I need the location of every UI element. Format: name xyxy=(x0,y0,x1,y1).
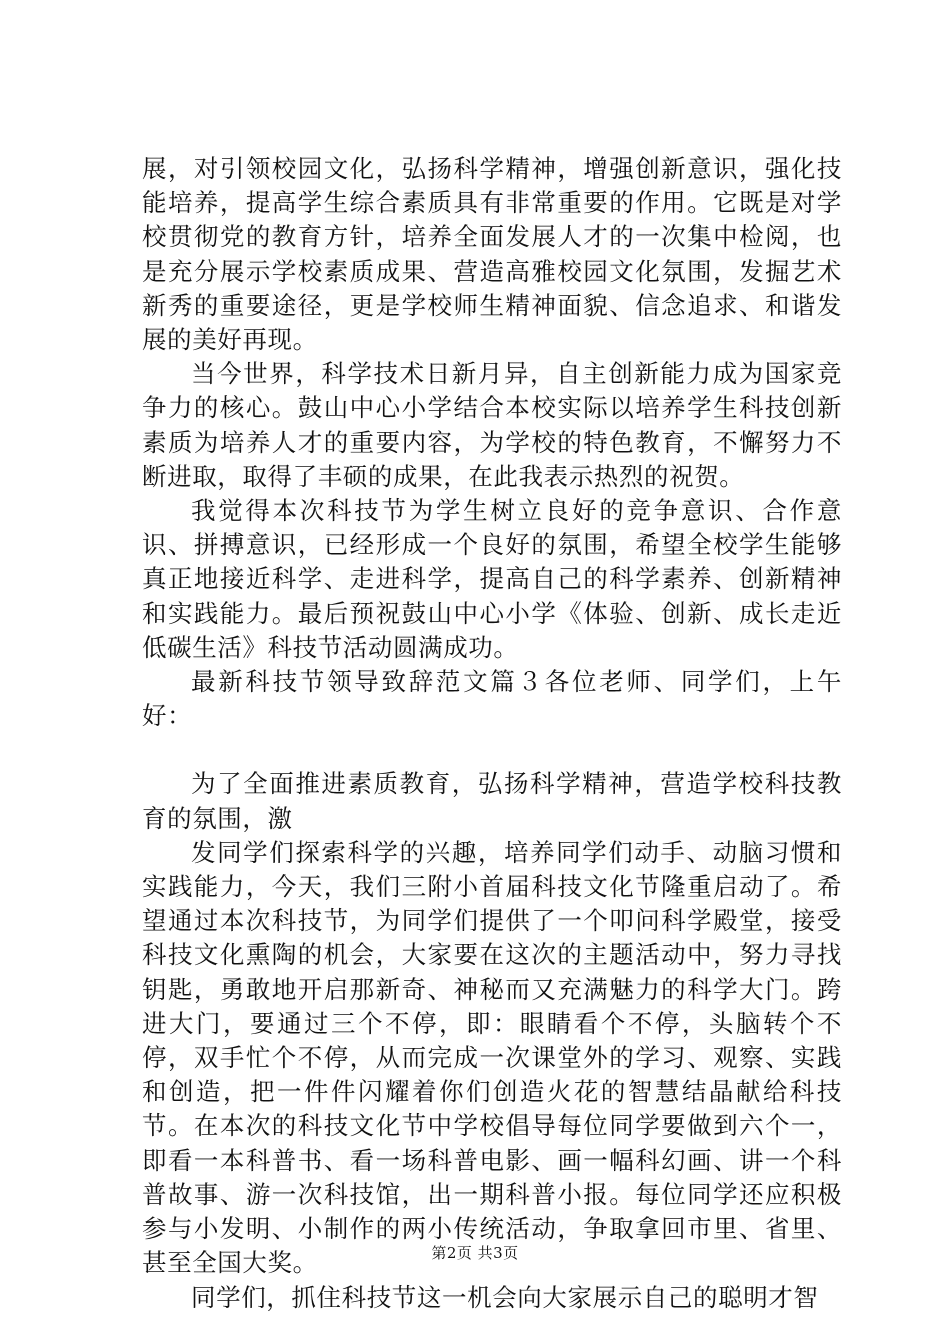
paragraph-3: 我觉得本次科技节为学生树立良好的竞争意识、合作意识、拼搏意识，已经形成一个良好的氛围，希望全校学生能够真正地接近科学、走进科学，提高自己的科学素养、创新精神和实践能力。最后预祝鼓山中心小学《体验、创新、成长走近低碳生活》科技节活动圆满成功。 xyxy=(142,496,842,662)
paragraph-6: 同学们，抓住科技节这一机会向大家展示自己的聪明才智 xyxy=(191,1282,819,1312)
paragraph-4: 为了全面推进素质教育，弘扬科学精神，营造学校科技教育的氛围，激 xyxy=(142,769,842,833)
document-body xyxy=(142,152,842,1315)
paragraph-5: 发同学们探索科学的兴趣，培养同学们动手、动脑习惯和实践能力，今天，我们三附小首届科技文化节隆重启动了。希望通过本次科技节，为同学们提供了一个叩问科学殿堂，接受科技文化熏陶的机会，大家要在这次的主题活动中，努力寻找钥匙，勇敢地开启那新奇、神秘而又充满魅力的科学大门。跨进大门，要通过三个不停，即：眼睛看个不停，头脑转个不停，双手忙个不停，从而完成一次课堂外的学习、观察、实践和创造，把一件件闪耀着你们创造火花的智慧结晶献给科技节。在本次的科技文化节中学校倡导每位同学要做到六个一，即看一本科普书、看一场科普电影、画一幅科幻画、讲一个科普故事、游一次科技馆，出一期科普小报。每位同学还应积极参与小发明、小制作的两小传统活动，争取拿回市里、省里、甚至全国大奖。 xyxy=(142,837,842,1278)
section-heading-line: 最新科技节领导致辞范文篇３各位老师、同学们，上午好： xyxy=(142,667,842,731)
paragraph-1: 展，对引领校园文化，弘扬科学精神，增强创新意识，强化技能培养，提高学生综合素质具有非常重要的作用。它既是对学校贯彻党的教育方针，培养全面发展人才的一次集中检阅，也是充分展示学校素质成果、营造高雅校园文化氛围，发掘艺术新秀的重要途径，更是学校师生精神面貌、信念追求、和谐发展的美好再现。 xyxy=(142,154,842,355)
page-number-footer: 第2页 共3页 xyxy=(431,1244,519,1262)
paragraph-2: 当今世界，科学技术日新月异，自主创新能力成为国家竞争力的核心。鼓山中心小学结合本校实际以培养学生科技创新素质为培养人才的重要内容，为学校的特色教育，不懈努力不断进取，取得了丰硕的成果，在此我表示热烈的祝贺。 xyxy=(142,359,842,491)
